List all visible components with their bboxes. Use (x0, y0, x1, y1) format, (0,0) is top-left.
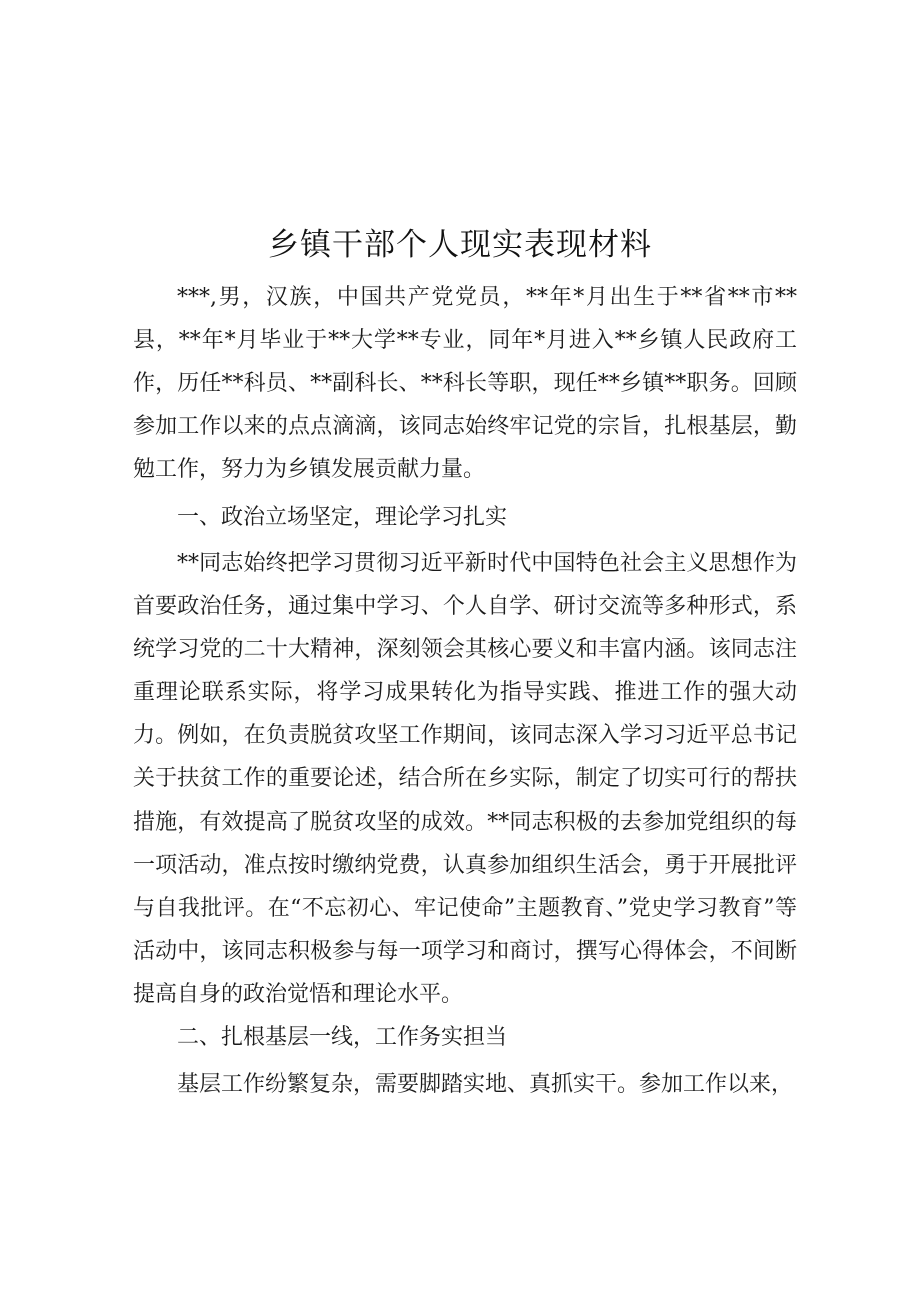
intro-paragraph: ***,男，汉族，中国共产党党员，**年*月出生于**省**市**县，**年*月毕业于**大学**专业，同年*月进入**乡镇人民政府工作，历任**科员、**副科长、**科长等职，现任**乡镇**职务。回顾参加工作以来的点点滴滴，该同志始终牢记党的宗旨，扎根基层，勤勉工作，努力为乡镇发展贡献力量。 (133, 285, 797, 483)
section-paragraph-1: **同志始终把学习贯彻习近平新时代中国特色社会主义思想作为首要政治任务，通过集中学习、个人自学、研讨交流等多种形式，系统学习党的二十大精神，深刻领会其核心要义和丰富内涵。该同志注重理论联系实际，将学习成果转化为指导实践、推进工作的强大动力。例如，在负责脱贫攻坚工作期间，该同志深入学习习近平总书记关于扶贫工作的重要论述，结合所在乡实际，制定了切实可行的帮扶措施，有效提高了脱贫攻坚的成效。**同志积极的去参加党组织的每一项活动，准点按时缴纳党费，认真参加组织生活会，勇于开展批评与自我批评。在“不忘初心、牢记使命”主题教育、”党史学习教育”等活动中，该同志积极参与每一项学习和商讨，撰写心得体会，不间断提高自身的政治觉悟和理论水平。 (133, 551, 797, 1007)
section-heading-1: 一、政治立场坚定，理论学习扎实 (177, 505, 508, 530)
document-title: 乡镇干部个人现实表现材料 (268, 227, 652, 263)
section-heading-2: 二、扎根基层一线，工作务实担当 (177, 1025, 508, 1050)
section-paragraph-2: 基层工作纷繁复杂，需要脚踏实地、真抓实干。参加工作以来， (177, 1072, 794, 1097)
